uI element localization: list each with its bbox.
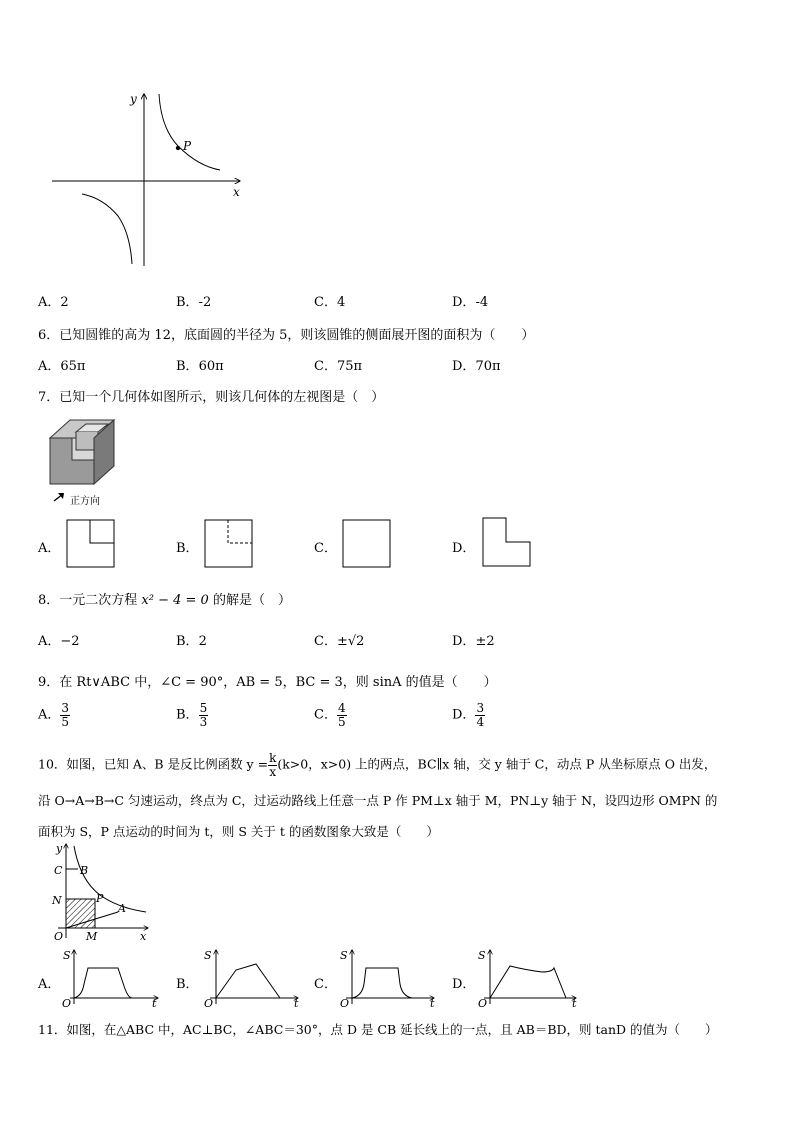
q8-option-a[interactable]: A．−2 (38, 634, 80, 649)
svg-text:t: t (152, 997, 157, 1008)
q10-label-y: y (56, 842, 63, 855)
q7-solid-figure (46, 414, 120, 490)
svg-text:t: t (294, 997, 299, 1008)
q7-option-d-label[interactable]: D． (452, 541, 476, 556)
q7-option-d-figure[interactable] (482, 517, 532, 569)
q7-option-a-figure[interactable] (66, 519, 116, 569)
q9-stem: 9．在 Rt∨ABC 中，∠C = 90°，AB = 5，BC = 3，则 sinA 的值是（ ） (38, 675, 497, 690)
q10-option-d-label[interactable]: D． (452, 977, 476, 992)
q10-option-a-label[interactable]: A． (38, 977, 61, 992)
svg-text:O: O (340, 997, 350, 1008)
q10-label-a: A (118, 902, 126, 915)
q10-option-a-graph[interactable] (60, 946, 164, 1008)
q7-option-b-figure[interactable] (204, 519, 254, 569)
svg-text:t: t (572, 997, 577, 1008)
q11-stem: 11．如图，在△ABC 中，AC⊥BC，∠ABC＝30°，点 D 是 CB 延长线上的一点，且 AB＝BD，则 tanD 的值为（ ） (38, 1022, 718, 1037)
q9-option-c[interactable]: C． $\frac{4}{5}$ (314, 701, 346, 729)
svg-text:O: O (62, 997, 72, 1008)
q6-option-d[interactable]: D．70π (452, 359, 501, 374)
q8-option-c[interactable]: C．±√2 (314, 634, 365, 649)
q5-option-c[interactable]: C．4 (314, 295, 346, 310)
svg-text:S: S (204, 949, 212, 962)
x-axis-label: x (233, 185, 240, 199)
q10-stem-line-3: 面积为 S，P 点运动的时间为 t，则 S 关于 t 的函数图象大致是（ ） (38, 824, 439, 839)
q5-option-a[interactable]: A．2 (38, 295, 69, 310)
q6-option-b[interactable]: B．60π (176, 359, 224, 374)
hyperbola-branch-lower (82, 194, 132, 264)
q7-option-c-figure[interactable] (342, 519, 392, 569)
svg-text:O: O (204, 997, 214, 1008)
q10-option-b-graph[interactable] (200, 946, 304, 1008)
q10-label-c: C (54, 864, 63, 877)
q10-stem-line-1: 10．如图，已知 A、B 是反比例函数 y = $\frac{k}{x}$ (k>0，x>0) 上的两点，BC∥x 轴，交 y 轴于 C，动点 P 从坐标原点 O 出发， (38, 751, 717, 779)
q10-option-c-label[interactable]: C． (314, 977, 337, 992)
q10-label-o: O (54, 930, 64, 943)
arrow-icon (52, 491, 66, 503)
q9-option-a[interactable]: A． $\frac{3}{5}$ (38, 701, 70, 729)
point-p (176, 146, 180, 150)
q5-option-b[interactable]: B．-2 (176, 295, 212, 310)
q7-option-c-label[interactable]: C． (314, 541, 337, 556)
q7-option-a-label[interactable]: A． (38, 541, 61, 556)
svg-text:O: O (478, 997, 488, 1008)
svg-text:S: S (478, 949, 486, 962)
q10-stem-line-2: 沿 O→A→B→C 匀速运动，终点为 C，过运动路线上任意一点 P 作 PM⊥x 轴于 M，PN⊥y 轴于 N，设四边形 OMPN 的 (38, 793, 718, 808)
q6-option-a[interactable]: A．65π (38, 359, 86, 374)
q10-label-n: N (52, 894, 62, 907)
q7-option-b-label[interactable]: B． (176, 541, 199, 556)
q8-option-b[interactable]: B．2 (176, 634, 207, 649)
q10-figure (38, 840, 156, 946)
q7-stem: 7．已知一个几何体如图所示，则该几何体的左视图是（ ） (38, 390, 385, 405)
q10-option-c-graph[interactable] (336, 946, 440, 1008)
hyperbola-branch-upper (159, 94, 220, 170)
q10-label-m: M (86, 930, 98, 943)
q10-label-b: B (80, 864, 89, 877)
point-p-label: P (183, 139, 192, 153)
svg-text:S: S (63, 949, 71, 962)
q8-stem: 8．一元二次方程 x² − 4 = 0 的解是（ ） (38, 593, 291, 608)
q10-option-b-label[interactable]: B． (176, 977, 199, 992)
q6-stem: 6．已知圆锥的高为 12，底面圆的半径为 5，则该圆锥的侧面展开图的面积为（ ） (38, 328, 535, 343)
q6-option-c[interactable]: C．75π (314, 359, 363, 374)
q10-label-x: x (140, 930, 147, 943)
svg-text:t: t (430, 997, 435, 1008)
q10-option-d-graph[interactable] (474, 946, 582, 1008)
q10-label-p: P (96, 892, 104, 905)
q8-option-d[interactable]: D．±2 (452, 634, 495, 649)
q9-option-d[interactable]: D． $\frac{3}{4}$ (452, 701, 485, 729)
svg-text:S: S (340, 949, 348, 962)
q9-option-b[interactable]: B． $\frac{5}{3}$ (176, 701, 208, 729)
y-axis-label: y (130, 92, 137, 106)
q8-equation: x² − 4 = 0 (141, 593, 209, 608)
q5-option-d[interactable]: D．-4 (452, 295, 489, 310)
q7-direction-label: 正方向 (70, 496, 100, 507)
q5-hyperbola-graph (48, 88, 248, 270)
